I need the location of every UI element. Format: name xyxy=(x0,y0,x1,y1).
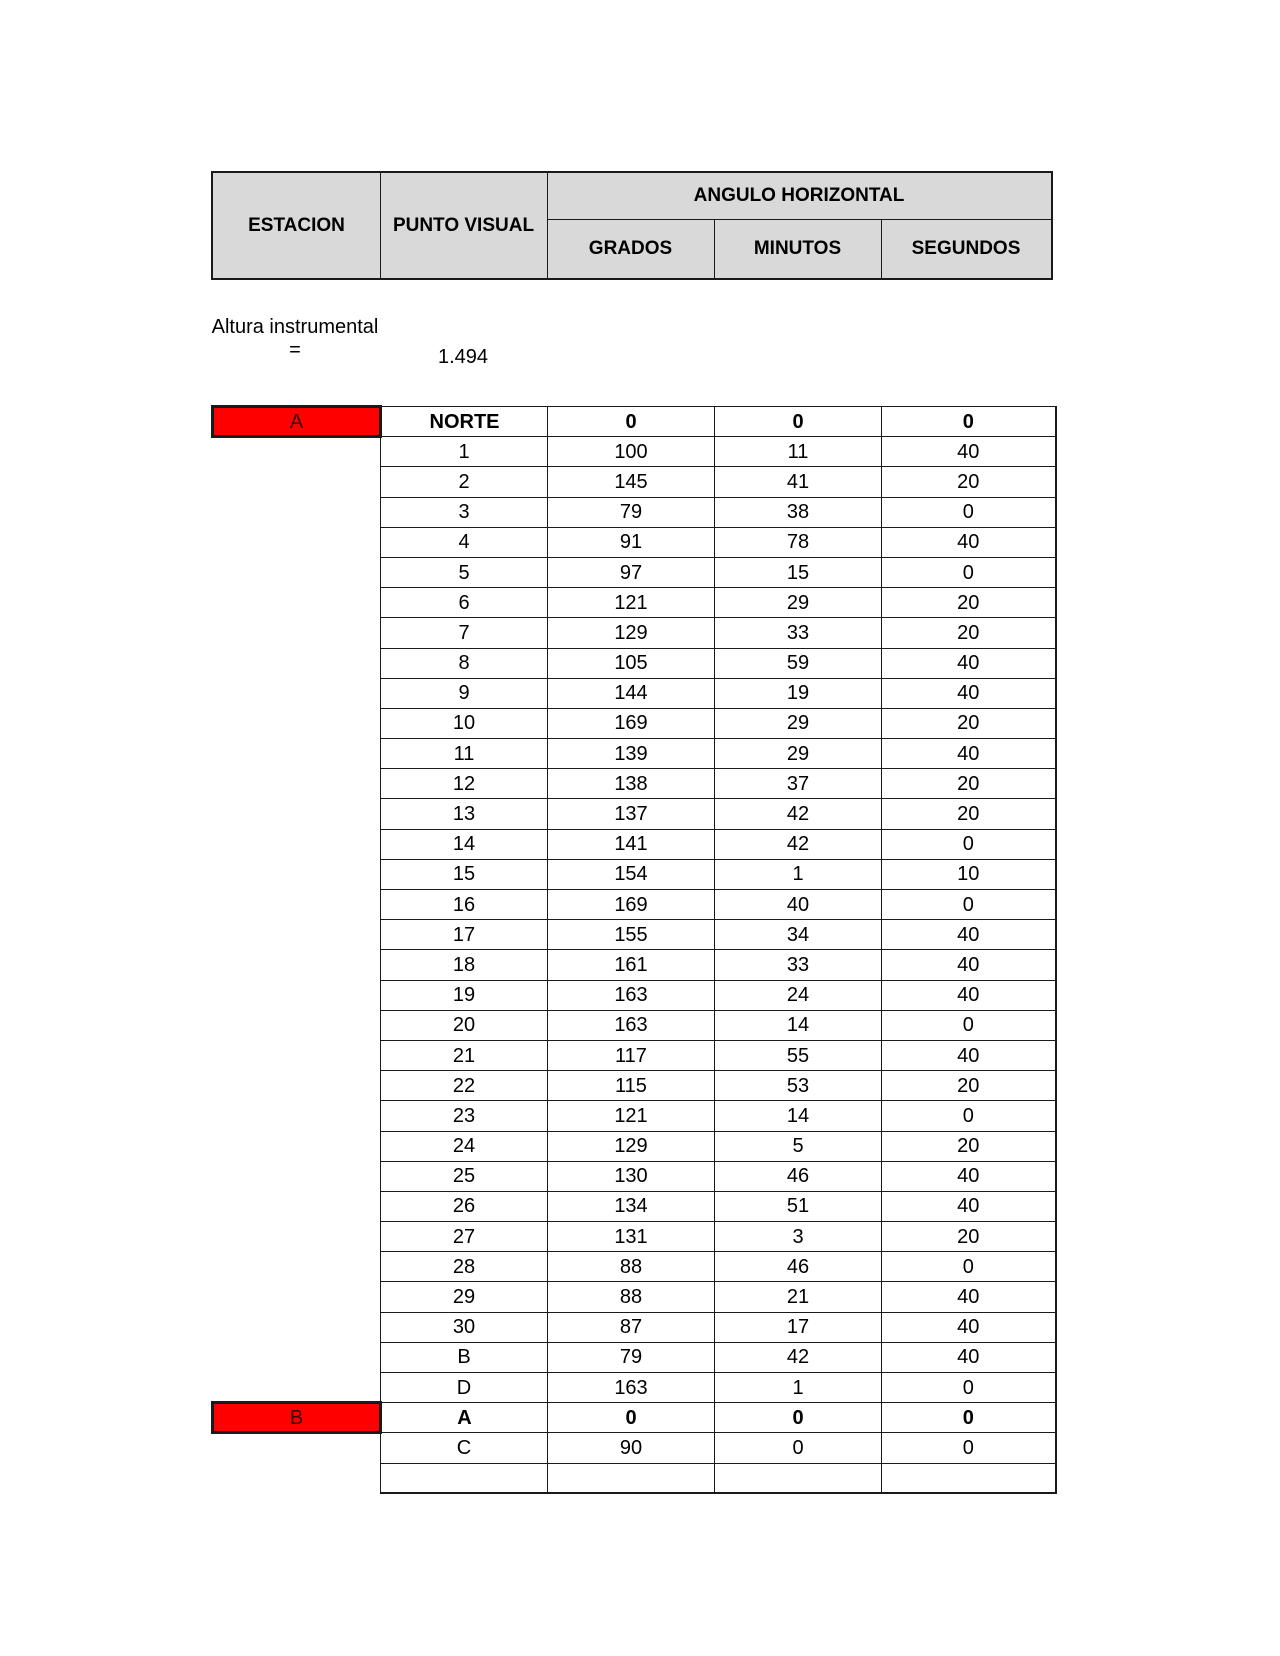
table-row xyxy=(213,1040,1056,1070)
empty-station-cell xyxy=(213,739,381,769)
empty-station-cell xyxy=(213,1101,381,1131)
punto-visual-cell: 18 xyxy=(381,950,548,980)
minutos-cell: 51 xyxy=(715,1191,882,1221)
grados-cell: 138 xyxy=(548,769,715,799)
table-row xyxy=(213,1282,1056,1312)
table-row xyxy=(213,1071,1056,1101)
table-row xyxy=(213,1131,1056,1161)
punto-visual-cell: 2 xyxy=(381,467,548,497)
grados-cell: 130 xyxy=(548,1161,715,1191)
punto-visual-cell: 6 xyxy=(381,588,548,618)
segundos-cell: 40 xyxy=(882,1342,1056,1372)
segundos-cell: 20 xyxy=(882,1131,1056,1161)
table-row xyxy=(213,829,1056,859)
grados-cell: 97 xyxy=(548,557,715,587)
punto-visual-cell: D xyxy=(381,1373,548,1403)
empty-station-cell xyxy=(213,769,381,799)
empty-station-cell xyxy=(213,1373,381,1403)
empty-station-cell xyxy=(213,588,381,618)
segundos-cell: 40 xyxy=(882,678,1056,708)
grados-cell: 0 xyxy=(548,407,715,437)
empty-station-cell xyxy=(213,708,381,738)
punto-visual-cell: 25 xyxy=(381,1161,548,1191)
table-row xyxy=(213,1101,1056,1131)
segundos-cell: 20 xyxy=(882,1222,1056,1252)
minutos-cell: 42 xyxy=(715,799,882,829)
minutos-cell: 3 xyxy=(715,1222,882,1252)
segundos-cell: 40 xyxy=(882,527,1056,557)
empty-station-cell xyxy=(213,1463,381,1493)
punto-visual-cell: 22 xyxy=(381,1071,548,1101)
minutos-cell: 46 xyxy=(715,1161,882,1191)
punto-visual-cell: 11 xyxy=(381,739,548,769)
minutos-cell: 46 xyxy=(715,1252,882,1282)
segundos-cell: 40 xyxy=(882,437,1056,467)
empty-station-cell xyxy=(213,678,381,708)
grados-cell: 163 xyxy=(548,1010,715,1040)
punto-visual-cell: 19 xyxy=(381,980,548,1010)
empty-station-cell xyxy=(213,557,381,587)
minutos-cell: 19 xyxy=(715,678,882,708)
station-cell: A xyxy=(213,407,381,437)
punto-visual-cell: 13 xyxy=(381,799,548,829)
grados-cell xyxy=(548,1463,715,1493)
minutos-cell: 21 xyxy=(715,1282,882,1312)
segundos-cell: 0 xyxy=(882,1403,1056,1433)
segundos-cell: 0 xyxy=(882,890,1056,920)
punto-visual-cell: 30 xyxy=(381,1312,548,1342)
punto-visual-cell: 3 xyxy=(381,497,548,527)
minutos-cell: 41 xyxy=(715,467,882,497)
punto-visual-cell: A xyxy=(381,1403,548,1433)
grados-cell: 129 xyxy=(548,618,715,648)
grados-cell: 141 xyxy=(548,829,715,859)
minutos-cell: 15 xyxy=(715,557,882,587)
segundos-cell: 0 xyxy=(882,829,1056,859)
grados-cell: 79 xyxy=(548,1342,715,1372)
segundos-cell: 20 xyxy=(882,467,1056,497)
empty-station-cell xyxy=(213,437,381,467)
empty-station-cell xyxy=(213,980,381,1010)
grados-cell: 139 xyxy=(548,739,715,769)
punto-visual-cell: C xyxy=(381,1433,548,1463)
grados-cell: 131 xyxy=(548,1222,715,1252)
grados-cell: 155 xyxy=(548,920,715,950)
table-row xyxy=(213,1463,1056,1493)
minutos-cell: 1 xyxy=(715,1373,882,1403)
table-row xyxy=(213,1222,1056,1252)
table-row xyxy=(213,890,1056,920)
segundos-cell: 40 xyxy=(882,1191,1056,1221)
table-row xyxy=(213,859,1056,889)
punto-visual-cell: 5 xyxy=(381,557,548,587)
table-row xyxy=(213,527,1056,557)
punto-visual-cell: 4 xyxy=(381,527,548,557)
grados-cell: 169 xyxy=(548,708,715,738)
grados-cell: 0 xyxy=(548,1403,715,1433)
grados-cell: 90 xyxy=(548,1433,715,1463)
grados-cell: 105 xyxy=(548,648,715,678)
minutos-cell: 37 xyxy=(715,769,882,799)
punto-visual-cell: 24 xyxy=(381,1131,548,1161)
minutos-cell: 38 xyxy=(715,497,882,527)
empty-station-cell xyxy=(213,467,381,497)
segundos-cell: 0 xyxy=(882,1101,1056,1131)
grados-cell: 87 xyxy=(548,1312,715,1342)
angulo-horizontal-header: ANGULO HORIZONTAL xyxy=(693,185,905,206)
minutos-cell: 29 xyxy=(715,708,882,738)
table-row xyxy=(213,648,1056,678)
minutos-cell: 1 xyxy=(715,859,882,889)
empty-station-cell xyxy=(213,1222,381,1252)
estacion-header: ESTACION xyxy=(248,214,345,236)
punto-visual-cell: 16 xyxy=(381,890,548,920)
table-row xyxy=(213,407,1056,437)
table-row xyxy=(213,1342,1056,1372)
table-row xyxy=(213,1252,1056,1282)
grados-cell: 163 xyxy=(548,980,715,1010)
segundos-cell: 40 xyxy=(882,1161,1056,1191)
altura-instrumental-value: 1.494 xyxy=(437,346,489,368)
empty-station-cell xyxy=(213,1191,381,1221)
punto-visual-cell: 9 xyxy=(381,678,548,708)
table-row xyxy=(213,588,1056,618)
minutos-cell: 33 xyxy=(715,618,882,648)
table-row xyxy=(213,1161,1056,1191)
observations-table xyxy=(211,405,1057,1494)
segundos-cell: 10 xyxy=(882,859,1056,889)
punto-visual-cell: NORTE xyxy=(381,407,548,437)
segundos-cell: 0 xyxy=(882,407,1056,437)
table-row xyxy=(213,1403,1056,1433)
minutos-cell: 42 xyxy=(715,1342,882,1372)
segundos-cell: 0 xyxy=(882,557,1056,587)
segundos-cell: 20 xyxy=(882,799,1056,829)
minutos-cell: 24 xyxy=(715,980,882,1010)
punto-visual-cell xyxy=(381,1463,548,1493)
minutos-cell: 11 xyxy=(715,437,882,467)
table-row xyxy=(213,557,1056,587)
punto-visual-cell: 10 xyxy=(381,708,548,738)
punto-visual-cell: 14 xyxy=(381,829,548,859)
segundos-cell: 20 xyxy=(882,769,1056,799)
segundos-cell: 0 xyxy=(882,1373,1056,1403)
minutos-cell: 0 xyxy=(715,407,882,437)
segundos-cell: 40 xyxy=(882,980,1056,1010)
grados-cell: 137 xyxy=(548,799,715,829)
empty-station-cell xyxy=(213,1071,381,1101)
grados-cell: 163 xyxy=(548,1373,715,1403)
table-row xyxy=(213,769,1056,799)
segundos-cell: 20 xyxy=(882,1071,1056,1101)
grados-cell: 144 xyxy=(548,678,715,708)
table-row xyxy=(213,950,1056,980)
grados-cell: 161 xyxy=(548,950,715,980)
grados-cell: 134 xyxy=(548,1191,715,1221)
empty-station-cell xyxy=(213,1010,381,1040)
table-row xyxy=(213,618,1056,648)
table-row xyxy=(213,739,1056,769)
table-row xyxy=(213,467,1056,497)
grados-header: GRADOS xyxy=(588,237,673,259)
table-row xyxy=(213,980,1056,1010)
punto-visual-cell: 29 xyxy=(381,1282,548,1312)
segundos-cell: 40 xyxy=(882,739,1056,769)
grados-cell: 115 xyxy=(548,1071,715,1101)
grados-cell: 169 xyxy=(548,890,715,920)
minutos-cell: 14 xyxy=(715,1101,882,1131)
minutos-cell: 53 xyxy=(715,1071,882,1101)
empty-station-cell xyxy=(213,1282,381,1312)
punto-visual-cell: 15 xyxy=(381,859,548,889)
table-row xyxy=(213,920,1056,950)
punto-visual-cell: 7 xyxy=(381,618,548,648)
segundos-cell: 40 xyxy=(882,920,1056,950)
empty-station-cell xyxy=(213,1433,381,1463)
grados-cell: 88 xyxy=(548,1252,715,1282)
grados-cell: 100 xyxy=(548,437,715,467)
empty-station-cell xyxy=(213,618,381,648)
punto-visual-cell: 1 xyxy=(381,437,548,467)
segundos-header: SEGUNDOS xyxy=(911,237,1021,259)
empty-station-cell xyxy=(213,1040,381,1070)
empty-station-cell xyxy=(213,829,381,859)
empty-station-cell xyxy=(213,1131,381,1161)
segundos-cell: 40 xyxy=(882,1282,1056,1312)
segundos-cell xyxy=(882,1463,1056,1493)
table-row xyxy=(213,1433,1056,1463)
segundos-cell: 40 xyxy=(882,1040,1056,1070)
grados-cell: 91 xyxy=(548,527,715,557)
punto-visual-cell: 21 xyxy=(381,1040,548,1070)
minutos-cell: 0 xyxy=(715,1433,882,1463)
punto-visual-cell: 26 xyxy=(381,1191,548,1221)
segundos-cell: 40 xyxy=(882,950,1056,980)
grados-cell: 129 xyxy=(548,1131,715,1161)
punto-visual-cell: 27 xyxy=(381,1222,548,1252)
minutos-cell: 5 xyxy=(715,1131,882,1161)
minutos-cell: 29 xyxy=(715,739,882,769)
header-table xyxy=(211,171,1053,280)
segundos-cell: 20 xyxy=(882,618,1056,648)
minutos-cell: 34 xyxy=(715,920,882,950)
segundos-cell: 20 xyxy=(882,708,1056,738)
minutos-cell: 42 xyxy=(715,829,882,859)
minutos-cell: 29 xyxy=(715,588,882,618)
table-row xyxy=(213,799,1056,829)
punto-visual-cell: 23 xyxy=(381,1101,548,1131)
table-row xyxy=(213,708,1056,738)
minutos-cell: 17 xyxy=(715,1312,882,1342)
minutos-cell xyxy=(715,1463,882,1493)
empty-station-cell xyxy=(213,648,381,678)
minutos-cell: 33 xyxy=(715,950,882,980)
empty-station-cell xyxy=(213,799,381,829)
empty-station-cell xyxy=(213,527,381,557)
minutos-cell: 0 xyxy=(715,1403,882,1433)
empty-station-cell xyxy=(213,497,381,527)
table-row xyxy=(213,1191,1056,1221)
grados-cell: 121 xyxy=(548,1101,715,1131)
empty-station-cell xyxy=(213,859,381,889)
grados-cell: 154 xyxy=(548,859,715,889)
grados-cell: 117 xyxy=(548,1040,715,1070)
empty-station-cell xyxy=(213,1342,381,1372)
grados-cell: 88 xyxy=(548,1282,715,1312)
segundos-cell: 0 xyxy=(882,1433,1056,1463)
empty-station-cell xyxy=(213,950,381,980)
empty-station-cell xyxy=(213,1161,381,1191)
minutos-cell: 59 xyxy=(715,648,882,678)
segundos-cell: 0 xyxy=(882,1252,1056,1282)
minutos-cell: 55 xyxy=(715,1040,882,1070)
minutos-header: MINUTOS xyxy=(753,237,842,259)
table-row xyxy=(213,678,1056,708)
altura-instrumental-label: Altura instrumental = xyxy=(211,316,379,361)
segundos-cell: 40 xyxy=(882,1312,1056,1342)
table-row xyxy=(213,1010,1056,1040)
segundos-cell: 40 xyxy=(882,648,1056,678)
punto-visual-cell: B xyxy=(381,1342,548,1372)
grados-cell: 79 xyxy=(548,497,715,527)
segundos-cell: 0 xyxy=(882,1010,1056,1040)
empty-station-cell xyxy=(213,890,381,920)
table-row xyxy=(213,497,1056,527)
station-cell: B xyxy=(213,1403,381,1433)
empty-station-cell xyxy=(213,1312,381,1342)
empty-station-cell xyxy=(213,1252,381,1282)
minutos-cell: 40 xyxy=(715,890,882,920)
segundos-cell: 20 xyxy=(882,588,1056,618)
punto-visual-cell: 28 xyxy=(381,1252,548,1282)
punto-visual-cell: 20 xyxy=(381,1010,548,1040)
table-row xyxy=(213,437,1056,467)
table-row xyxy=(213,1312,1056,1342)
punto-visual-header: PUNTO VISUAL xyxy=(392,214,535,236)
segundos-cell: 0 xyxy=(882,497,1056,527)
minutos-cell: 78 xyxy=(715,527,882,557)
empty-station-cell xyxy=(213,920,381,950)
punto-visual-cell: 17 xyxy=(381,920,548,950)
table-row xyxy=(213,1373,1056,1403)
minutos-cell: 14 xyxy=(715,1010,882,1040)
punto-visual-cell: 8 xyxy=(381,648,548,678)
grados-cell: 121 xyxy=(548,588,715,618)
punto-visual-cell: 12 xyxy=(381,769,548,799)
grados-cell: 145 xyxy=(548,467,715,497)
